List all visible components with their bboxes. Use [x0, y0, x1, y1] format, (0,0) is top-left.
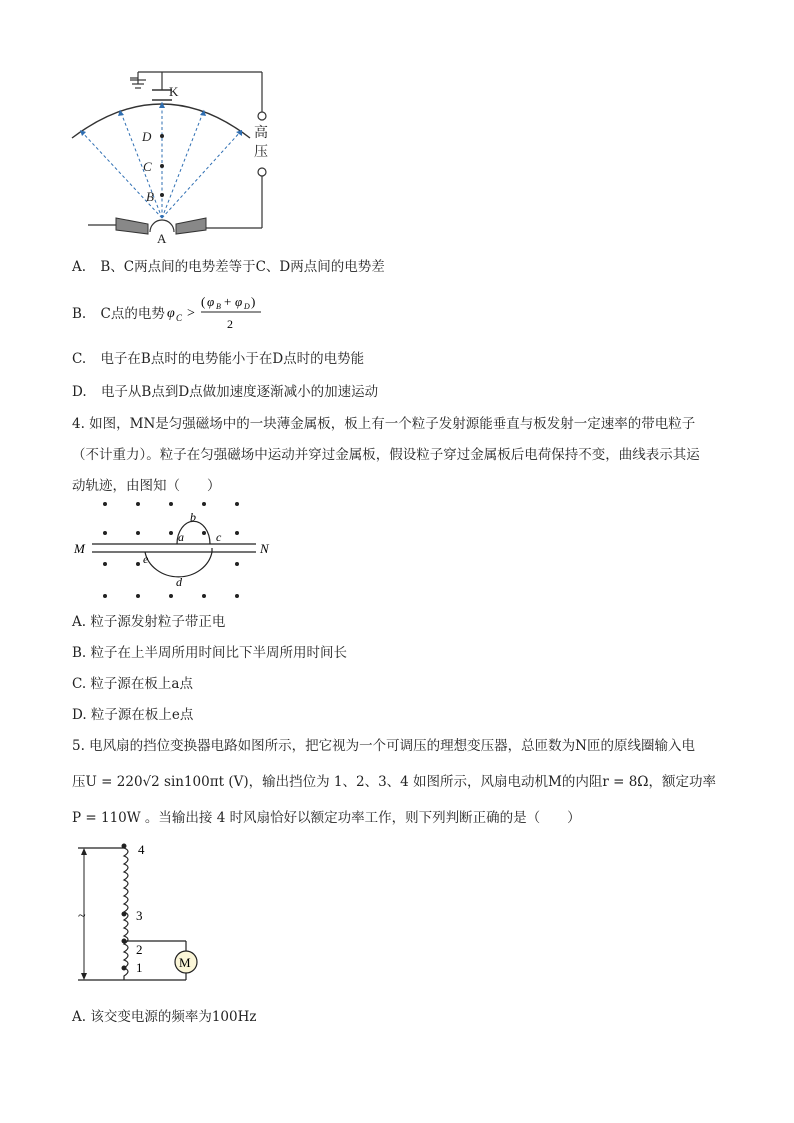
- figure-magnetic-field: [70, 496, 280, 606]
- svg-text:2: 2: [227, 317, 233, 331]
- label-b: b: [190, 510, 196, 524]
- field-arrows: [80, 102, 242, 136]
- arc-plate: [72, 104, 250, 138]
- field-lines: [80, 102, 242, 218]
- q3-option-b-formula: [165, 290, 275, 334]
- svg-text:φ: φ: [207, 294, 215, 309]
- terminal-bottom: [258, 168, 266, 176]
- svg-text:φ: φ: [167, 306, 175, 321]
- ac-symbol: ~: [78, 909, 86, 924]
- figure-autotransformer: [70, 838, 210, 988]
- deflector-right: [176, 218, 206, 234]
- point-b: [160, 193, 164, 197]
- svg-text:): ): [251, 294, 256, 309]
- q4-option-a[interactable]: A. 粒子源发射粒子带正电: [72, 614, 226, 630]
- label-c: C: [143, 159, 152, 174]
- label-m: M: [74, 541, 85, 556]
- q4-option-c[interactable]: C. 粒子源在板上a点: [72, 676, 193, 692]
- svg-text:(: (: [201, 294, 206, 309]
- terminal-top: [258, 112, 266, 120]
- q3-option-a[interactable]: A. B、C两点间的电势差等于C、D两点间的电势差: [72, 259, 385, 275]
- field-dots: [103, 502, 239, 598]
- q3-option-c[interactable]: C. 电子在B点时的电势能小于在D点时的电势能: [72, 351, 365, 367]
- label-a: a: [178, 530, 184, 544]
- svg-text:D: D: [244, 302, 250, 311]
- q3-option-d[interactable]: D. 电子从B点到D点做加速度逐渐减小的加速运动: [72, 384, 379, 400]
- deflector-left: [116, 218, 148, 234]
- switch-label: K: [169, 84, 179, 99]
- q5-stem-line1: 5. 电风扇的挡位变换器电路如图所示，把它视为一个可调压的理想变压器，总匝数为N匝的原线圈输入电: [72, 738, 695, 754]
- svg-text:C: C: [176, 313, 183, 323]
- label-c: c: [216, 530, 222, 544]
- source-label: A: [157, 231, 167, 246]
- label-d: D: [142, 129, 152, 144]
- q5-stem-line2: 压U = 220√2 sin100πt (V)，输出挡位为 1、2、3、4 如图所示，风扇电动机M的内阻r = 8Ω，额定功率: [72, 774, 716, 790]
- q3-option-b[interactable]: B. C点的电势: [72, 306, 165, 322]
- q4-option-d[interactable]: D. 粒子源在板上e点: [72, 707, 194, 723]
- point-d: [160, 134, 164, 138]
- hv-label-2: 压: [254, 145, 268, 160]
- svg-text:>: >: [187, 306, 195, 321]
- motor-label: M: [179, 955, 191, 970]
- tap-2: 2: [136, 942, 143, 957]
- q4-stem-line1: 4. 如图，MN是匀强磁场中的一块薄金属板，板上有一个粒子发射源能垂直与板发射一定速率的带电粒子: [72, 416, 696, 432]
- tap-3: 3: [136, 908, 143, 923]
- tap-4: 4: [138, 842, 145, 857]
- hv-label-1: 高: [254, 126, 268, 141]
- tap-1: 1: [136, 960, 143, 975]
- q4-stem-line3: 动轨迹，由图知（ ）: [72, 478, 221, 494]
- point-c: [160, 164, 164, 168]
- q5-stem-line3: P = 110W 。当输出接 4 时风扇恰好以额定功率工作，则下列判断正确的是（ ）: [72, 810, 581, 826]
- q5-option-a[interactable]: A. 该交变电源的频率为100Hz: [72, 1009, 257, 1025]
- label-e: e: [143, 552, 149, 566]
- label-n: N: [260, 541, 269, 556]
- q4-stem-line2: （不计重力）。粒子在匀强磁场中运动并穿过金属板，假设粒子穿过金属板后电荷保持不变，曲线表示其运: [72, 447, 700, 463]
- label-b: B: [146, 189, 154, 204]
- svg-text:B: B: [216, 302, 221, 311]
- svg-text:φ: φ: [235, 294, 243, 309]
- svg-text:+: +: [224, 294, 232, 309]
- q4-option-b[interactable]: B. 粒子在上半周所用时间比下半周所用时间长: [72, 645, 348, 661]
- label-d: d: [176, 575, 182, 589]
- figure-electric-field-diagram: [60, 60, 290, 250]
